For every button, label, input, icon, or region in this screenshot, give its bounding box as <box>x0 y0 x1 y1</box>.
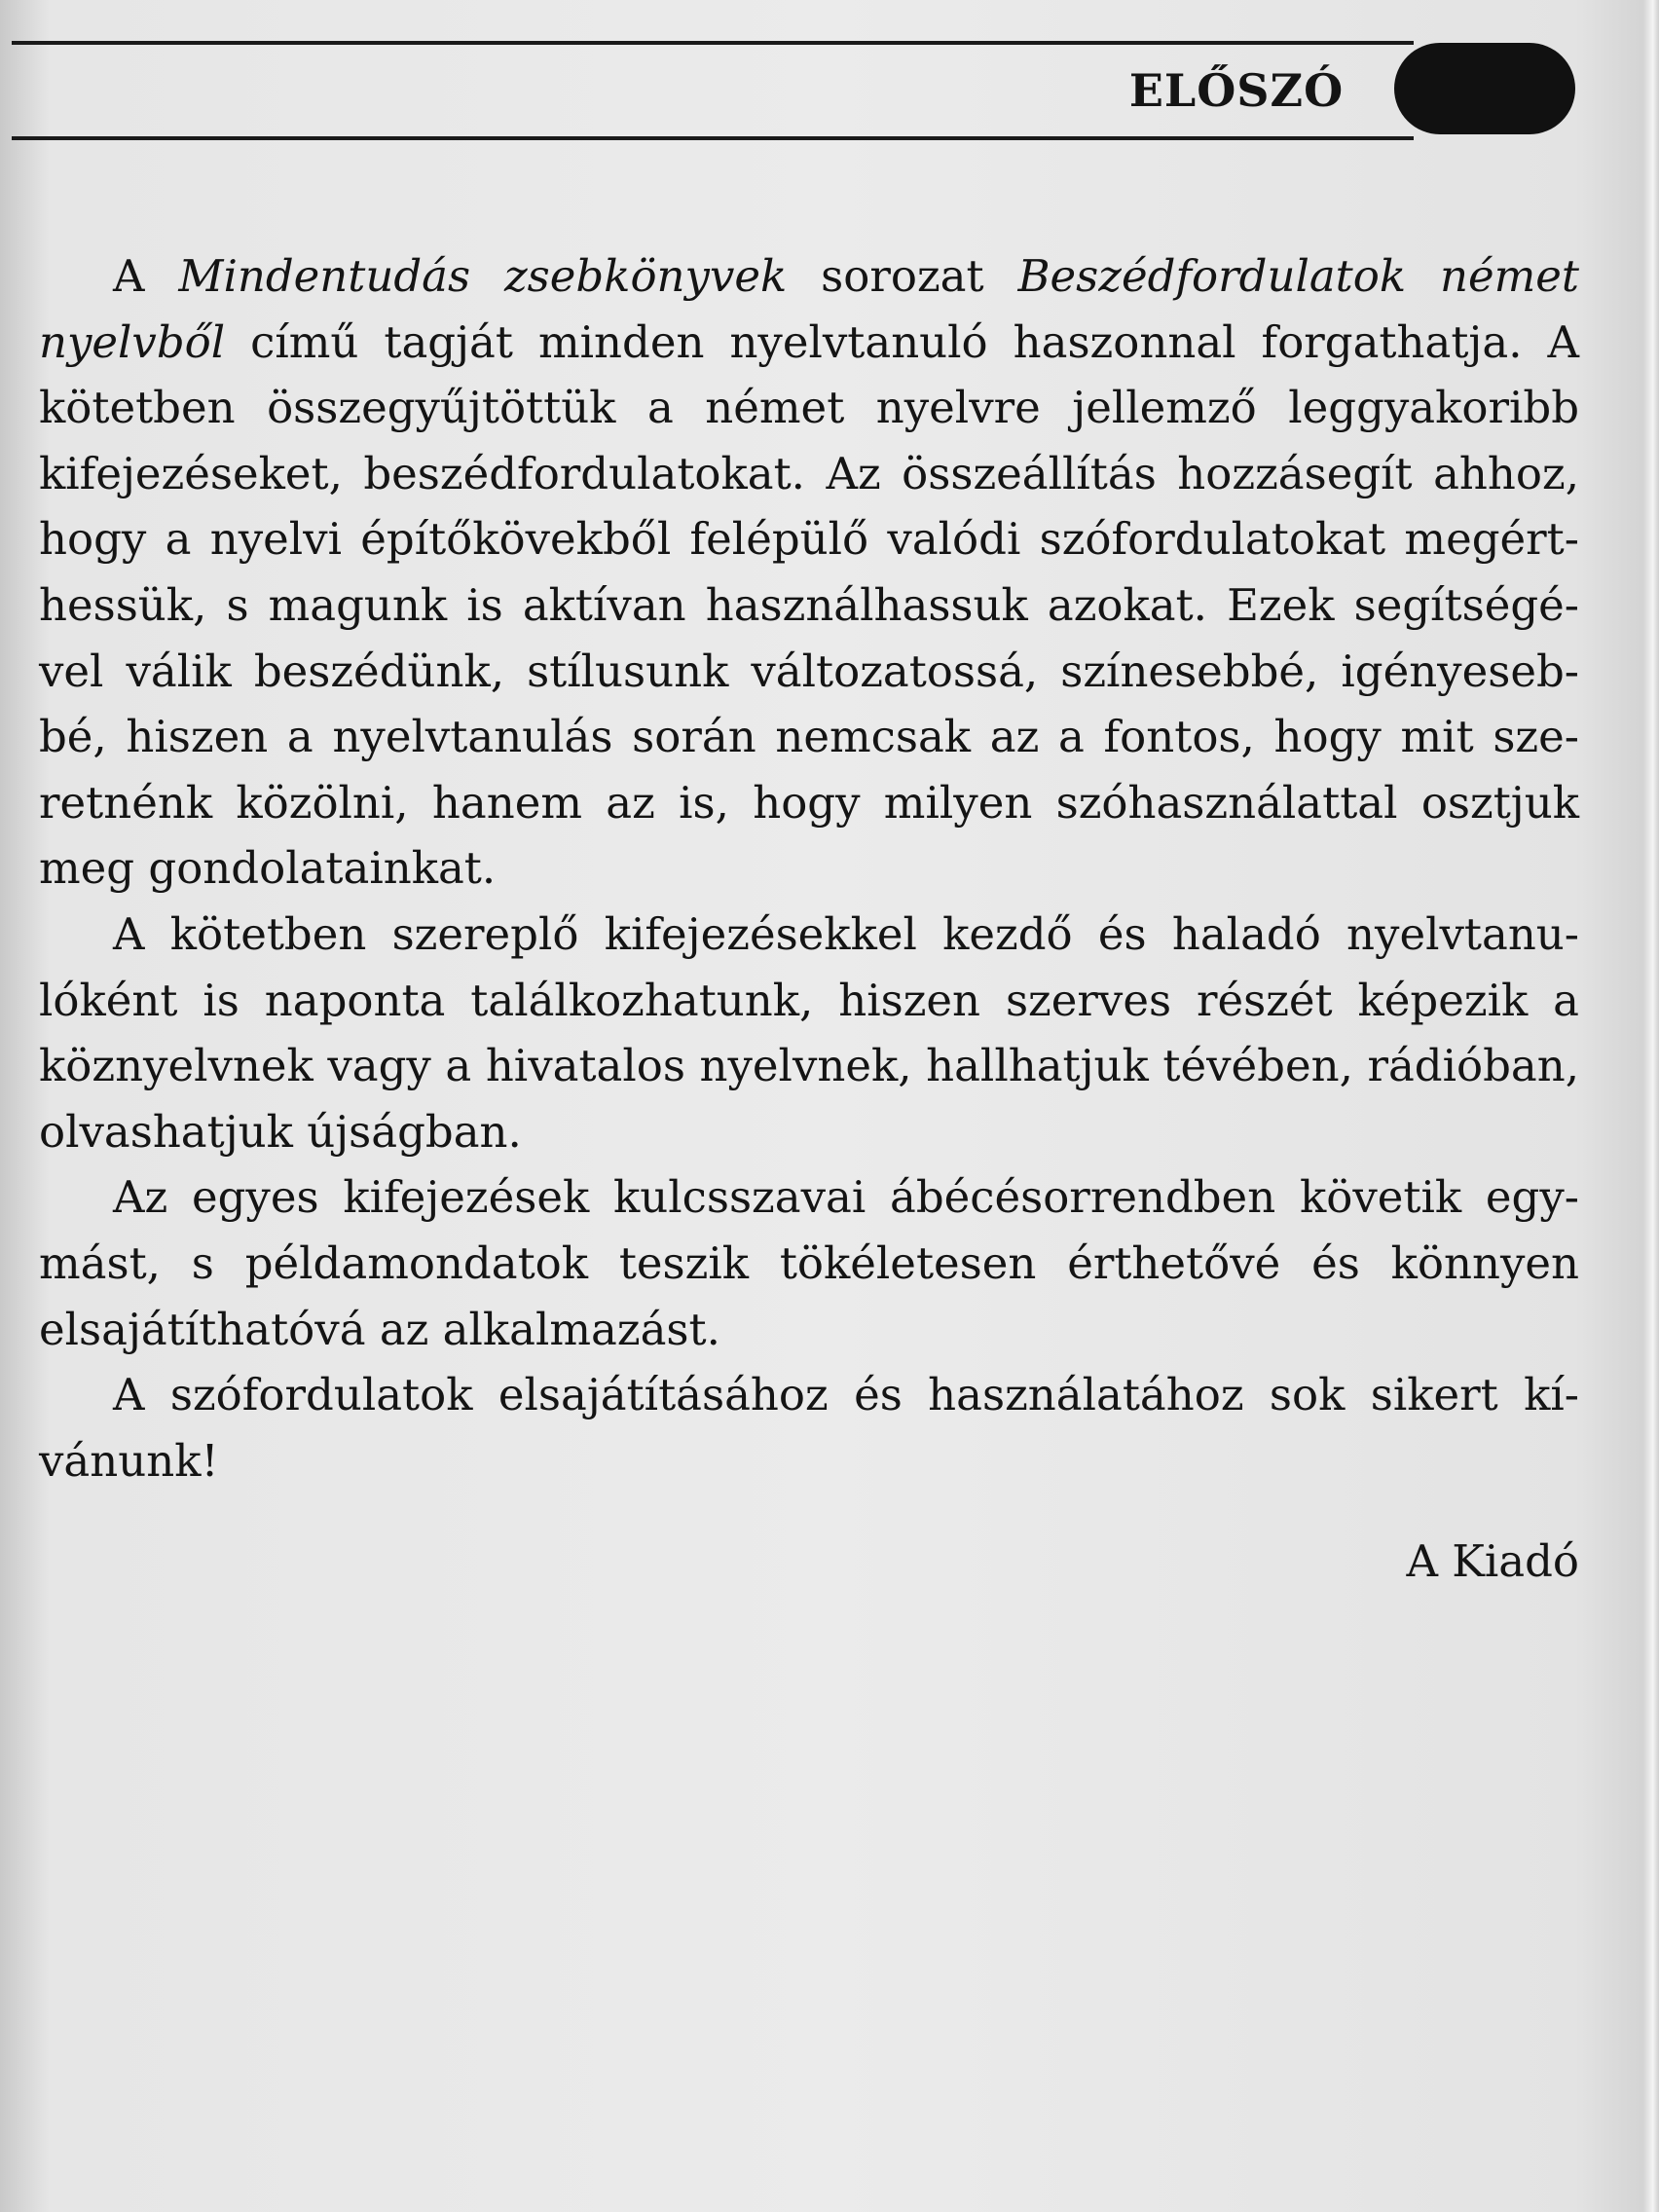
thumb-index-tab <box>1394 43 1575 134</box>
signature: A Kiadó <box>1406 1535 1579 1587</box>
chapter-title: ELŐSZÓ <box>1128 64 1345 117</box>
header-rule-top <box>12 41 1414 45</box>
paragraph <box>39 1362 1579 1493</box>
text-run: sorozat <box>787 250 1018 302</box>
header-rule-bottom <box>12 136 1414 140</box>
text-run: című tagját minden nyelvtanuló haszonnal forgathatja. A kötetben összegyűjtöttük a német nyelvre jellemző leggyakoribb kifejezéseket, beszédfordulatokat. Az összeállítás hozzásegít ahhoz, hogy a nyelvi építőkövekből felépülő valódi szófordulatokat megérthessük, s magunk is aktívan használhassuk azokat. Ezek segítségével válik beszédünk, stílusunk változatossá, színesebbé, igényesebbé, hiszen a nyelvtanulás során nemcsak az a fontos, hogy mit szeretnénk közölni, hanem az is, hogy milyen szóhasználattal osztjuk meg gondolatainkat. <box>39 315 1579 895</box>
text-run: A <box>113 250 179 302</box>
paragraph <box>39 243 1579 902</box>
text-run: Az egyes kifejezések kulcsszavai ábécésorrendben követik egymást, s példamondatok teszik tökéletesen érthetővé és könnyen elsajátíthatóvá az alkalmazást. <box>39 1171 1579 1355</box>
text-run: A kötetben szereplő kifejezésekkel kezdő és haladó nyelvtanulóként is naponta találkozhatunk, hiszen szerves részét képezik a köznyelvnek vagy a hivatalos nyelvnek, hallhatjuk tévében, rádióban, olvashatjuk újságban. <box>39 907 1579 1158</box>
italic-title-run: Beszédfordulatok német nyelvből <box>39 250 1579 368</box>
italic-title-run: Mindentudás zsebkönyvek <box>178 250 788 302</box>
paragraph <box>39 1164 1579 1362</box>
page-edge <box>1643 0 1659 2212</box>
paragraph <box>39 902 1579 1164</box>
preface-body <box>39 243 1579 1493</box>
text-run: A szófordulatok elsajátításához és használatához sok sikert kívánunk! <box>39 1369 1579 1487</box>
